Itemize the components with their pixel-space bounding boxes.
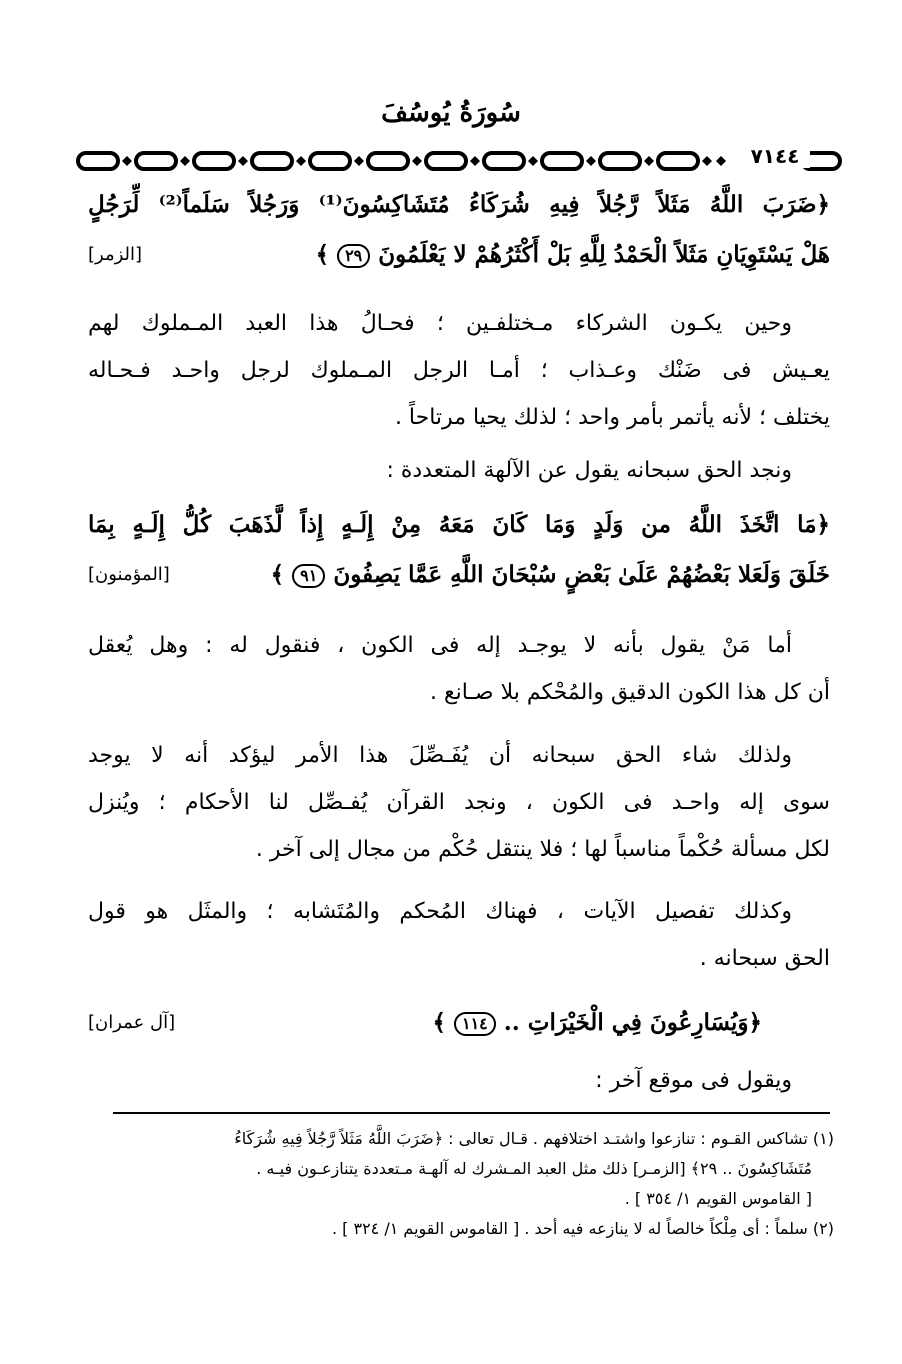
surah-title: سُورَةُ يُوسُفَ bbox=[381, 98, 521, 128]
verse-block-muminun bbox=[88, 500, 830, 600]
verse-close-bracket: ﴾ bbox=[270, 561, 285, 588]
paragraph-line: ونجد الحق سبحانه يقول عن الآلهة المتعددة : bbox=[386, 458, 792, 483]
surah-reference: [المؤمنون] bbox=[88, 564, 170, 585]
paragraph-line: وكذلك تفصيل الآيات ، فهناك المُحكم والمُتَشابه ؛ والمثَل هو قول bbox=[88, 899, 792, 924]
verse-text: هَلْ يَسْتَوِيَانِ مَثَلاً الْحَمْدُ لِلَّهِ بَلْ أَكْثَرُهُمْ لا يَعْلَمُونَ bbox=[378, 241, 830, 268]
paragraph-line: أن كل هذا الكون الدقيق والمُحْكم بلا صـانع . bbox=[429, 680, 830, 705]
paragraph-line: يعـيش فى ضَنْك وعـذاب ؛ أمـا الرجل المـملوك لرجل واحـد فـحـاله bbox=[88, 358, 830, 383]
verse-text: ﴿وَيُسَارِعُونَ فِي الْخَيْرَاتِ .. bbox=[503, 1009, 762, 1036]
paragraph-line: وحين يكـون الشركاء مـختلفـين ؛ فحـالُ هذا العبد المـملوك لهم bbox=[88, 311, 792, 336]
verse-line bbox=[316, 230, 830, 280]
ornamental-chain-border bbox=[74, 146, 844, 176]
surah-reference: [الزمر] bbox=[88, 244, 143, 265]
paragraph bbox=[88, 732, 830, 873]
ayah-number-badge: ٩١ bbox=[292, 564, 325, 588]
verse-block-al-imran bbox=[88, 998, 830, 1048]
surah-reference: [آل عمران] bbox=[88, 1012, 176, 1033]
paragraph bbox=[88, 888, 830, 982]
paragraph-line: أما مَنْ يقول بأنه لا يوجـد إله فى الكون ، فنقول له : وهل يُعقل bbox=[88, 633, 792, 658]
paragraph-line: ولذلك شاء الحق سبحانه أن يُفَـصِّلَ هذا الأمر ليؤكد أنه لا يوجد bbox=[88, 743, 792, 768]
footnote-divider bbox=[113, 1112, 830, 1114]
verse-line: ﴿مَا اتَّخَذَ اللَّهُ من وَلَدٍ وَمَا كَانَ مَعَهُ مِنْ إِلَـهٍ إِذاً لَّذَهَبَ كُلُّ إِلَـهٍ بِمَا bbox=[88, 511, 830, 538]
paragraph-line: ويقول فى موقع آخر : bbox=[595, 1068, 792, 1093]
paragraph-line: سوى إله واحـد فى الكون ، ونجد القرآن يُفـصِّل لنا الأحكام ؛ ويُنزل bbox=[88, 790, 830, 815]
footnote-1-line: [ القاموس القويم ١/ ٣٥٤ ] . bbox=[624, 1189, 812, 1208]
page-number: ٧١٤٤ bbox=[740, 144, 810, 168]
paragraph-line: يختلف ؛ لأنه يأتمر بأمر واحد ؛ لذلك يحيا مرتاحاً . bbox=[394, 405, 830, 430]
verse-close-bracket: ﴾ bbox=[315, 241, 330, 268]
paragraph bbox=[88, 1057, 830, 1104]
verse-close-bracket: ﴾ bbox=[432, 1009, 446, 1036]
ayah-number-badge: ٢٩ bbox=[337, 244, 370, 268]
paragraph-line: الحق سبحانه . bbox=[699, 946, 830, 971]
paragraph bbox=[88, 300, 830, 441]
footnotes bbox=[96, 1124, 834, 1244]
footnote-1-line: مُتَشَاكِسُونَ .. ٢٩﴾ [الزمـر] ذلك مثل العبد المـشرك له آلهـة مـتعددة يتنازعـون فيـه . bbox=[256, 1159, 812, 1178]
footnote-2-line: (٢) سلماً : أى مِلْكاً خالصاً له لا ينازعه فيه أحد . [ القاموس القويم ١/ ٣٢٤ ] . bbox=[331, 1219, 834, 1238]
verse-line bbox=[432, 998, 762, 1048]
verse-line: ﴿ضَرَبَ اللَّهُ مَثَلاً رَّجُلاً فِيهِ شُرَكَاءُ مُتَشَاكِسُونَ⁽¹⁾ وَرَجُلاً سَلَماً⁽²⁾ لِّرَجُلٍ bbox=[88, 191, 830, 218]
verse-text: خَلَقَ وَلَعَلا بَعْضُهُمْ عَلَىٰ بَعْضٍ سُبْحَانَ اللَّهِ عَمَّا يَصِفُونَ bbox=[333, 561, 830, 588]
paragraph bbox=[88, 622, 830, 716]
ayah-number-badge: ١١٤ bbox=[454, 1012, 496, 1036]
paragraph-line: لكل مسألة حُكْماً مناسباً لها ؛ فلا ينتقل حُكْم من مجال إلى آخر . bbox=[255, 837, 830, 862]
verse-line bbox=[271, 550, 830, 600]
verse-block-zumar bbox=[88, 180, 830, 280]
paragraph bbox=[88, 447, 830, 494]
footnote-1-line: (١) تشاكس القـوم : تنازعوا واشتـد اختلافهم . قـال تعالى : ﴿ضَرَبَ اللَّهُ مَثَلاً رَّجُلاً فِيهِ شُرَكَاءُ bbox=[234, 1129, 834, 1148]
